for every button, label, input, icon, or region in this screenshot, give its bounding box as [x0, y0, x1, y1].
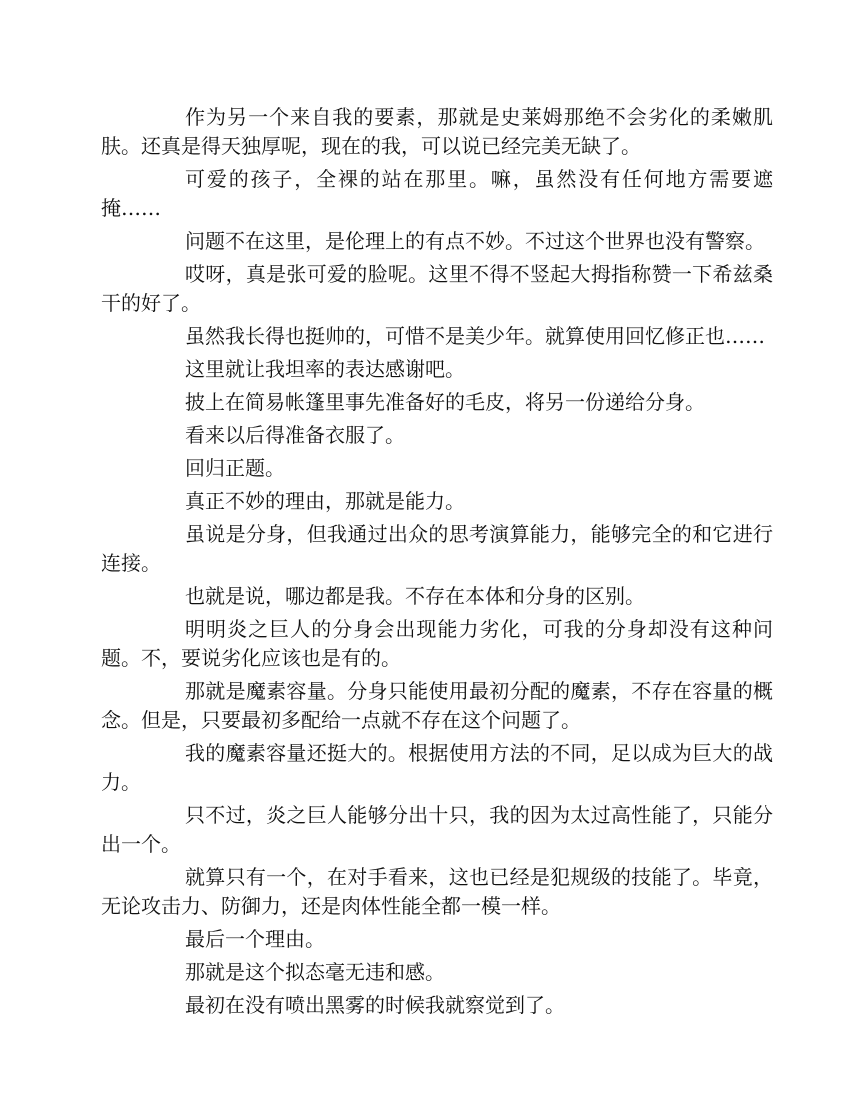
- paragraph: 这里就让我坦率的表达感谢吧。: [185, 357, 465, 381]
- paragraph: 问题不在这里，是伦理上的有点不妙。不过这个世界也没有警察。: [185, 229, 765, 253]
- body-text: [101, 103, 773, 1024]
- paragraph: 那就是魔素容量。分身只能使用最初分配的魔素，不存在容量的概念。但是，只要最初多配给一点就不存在这个问题了。: [101, 679, 773, 732]
- paragraph: 也就是说，哪边都是我。不存在本体和分身的区别。: [185, 584, 645, 608]
- paragraph: 作为另一个来自我的要素，那就是史莱姆那绝不会劣化的柔嫩肌肤。还真是得天独厚呢，现在的我，可以说已经完美无缺了。: [101, 105, 773, 158]
- paragraph: 看来以后得准备衣服了。: [185, 423, 405, 447]
- paragraph: 就算只有一个，在对手看来，这也已经是犯规级的技能了。毕竟，无论攻击力、防御力，还是肉体性能全都一模一样。: [101, 865, 773, 918]
- paragraph: 那就是这个拟态毫无违和感。: [185, 960, 445, 984]
- paragraph: 真正不妙的理由，那就是能力。: [185, 489, 465, 513]
- paragraph: 虽说是分身，但我通过出众的思考演算能力，能够完全的和它进行连接。: [101, 522, 773, 575]
- paragraph: 最初在没有喷出黑雾的时候我就察觉到了。: [185, 993, 565, 1017]
- paragraph: 可爱的孩子，全裸的站在那里。嘛，虽然没有任何地方需要遮掩……: [101, 167, 773, 220]
- paragraph: 最后一个理由。: [185, 927, 325, 951]
- paragraph: 我的魔素容量还挺大的。根据使用方法的不同，足以成为巨大的战力。: [101, 741, 773, 794]
- paragraph: 只不过，炎之巨人能够分出十只，我的因为太过高性能了，只能分出一个。: [101, 803, 773, 856]
- paragraph: 哎呀，真是张可爱的脸呢。这里不得不竖起大拇指称赞一下希兹桑干的好了。: [101, 262, 773, 315]
- paragraph: 虽然我长得也挺帅的，可惜不是美少年。就算使用回忆修正也……: [185, 324, 765, 348]
- paragraph: 披上在简易帐篷里事先准备好的毛皮，将另一份递给分身。: [185, 390, 705, 414]
- paragraph: 明明炎之巨人的分身会出现能力劣化，可我的分身却没有这种问题。不，要说劣化应该也是有的。: [101, 617, 773, 670]
- paragraph: 回归正题。: [185, 456, 285, 480]
